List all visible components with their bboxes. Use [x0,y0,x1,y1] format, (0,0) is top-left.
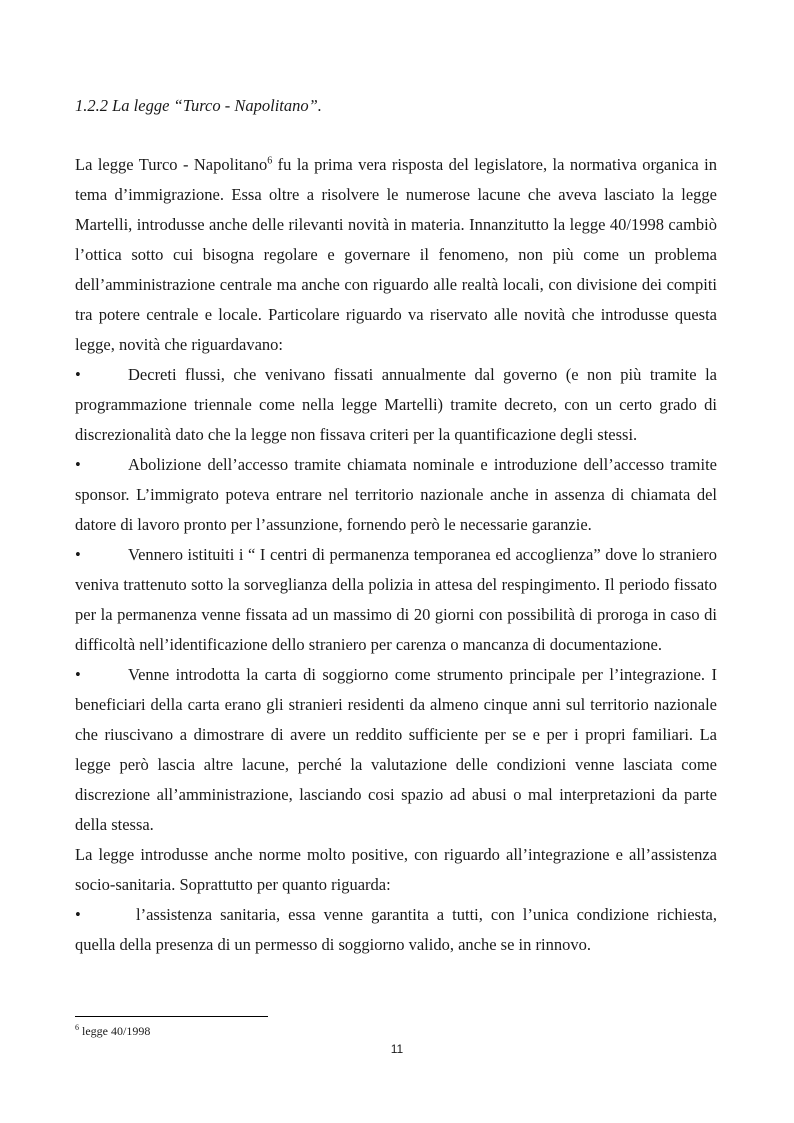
bullet-item [75,450,717,540]
bullet-icon: • [75,905,81,924]
bullet-text: Decreti flussi, che venivano fissati annualmente dal governo (e non più tramite la programmazione triennale come nella legge Martelli) tramite decreto, con un certo grado di discrezionalità dato che la legge non fissava criteri per la quantificazione degli stessi. [75,365,717,444]
bullet-item [75,900,717,960]
section-heading: 1.2.2 La legge “Turco - Napolitano”. [75,96,322,115]
bullet-item [75,540,717,660]
page-number: 11 [390,1042,404,1056]
bullet-icon: • [75,365,81,384]
footnote-reference: 6 [267,155,273,167]
bullet-icon: • [75,665,81,684]
bullet-text: l’assistenza sanitaria, essa venne garantita a tutti, con l’unica condizione richiesta, quella della presenza di un permesso di soggiorno valido, anche se in rinnovo. [75,905,717,954]
bullet-item [75,660,717,840]
bullet-text: Vennero istituiti i “ I centri di permanenza temporanea ed accoglienza” dove lo straniero veniva trattenuto sotto la sorveglianza della polizia in attesa del respingimento. Il periodo fissato per la permanenza venne fissata ad un massimo di 20 giorni con possibilità di proroga in caso di difficoltà nell’identificazione dello straniero per carenza o mancanza di documentazione. [75,545,717,654]
intro-text-rest: fu la prima vera risposta del legislatore, la normativa organica in tema d’immigrazione. Essa oltre a risolvere le numerose lacune che aveva lasciato la legge Martelli, introdusse anche delle rilevanti novità in materia. Innanzitutto la legge 40/1998 cambiò l’ottica sotto cui bisogna regolare e governare il fenomeno, non più come un problema dell’amministrazione centrale ma anche con riguardo alle realtà locali, con divisione dei compiti tra potere centrale e locale. Particolare riguardo va riservato alle novità che introdusse questa legge, novità che riguardavano: [75,155,717,354]
intro-text-start: La legge Turco - Napolitano [75,155,268,174]
footnote-divider [75,1016,268,1017]
bullet-item [75,360,717,450]
bullet-icon: • [75,455,81,474]
body-text [75,150,717,960]
second-paragraph: La legge introdusse anche norme molto positive, con riguardo all’integrazione e all’assistenza socio-sanitaria. Soprattutto per quanto riguarda: [75,845,717,894]
footnote [75,1024,150,1039]
bullet-icon: • [75,545,81,564]
bullet-text: Abolizione dell’accesso tramite chiamata nominale e introduzione dell’accesso tramite sponsor. L’immigrato poteva entrare nel territorio nazionale anche in assenza di chiamata del datore di lavoro pronto per l’assunzione, fornendo però le necessarie garanzie. [75,455,717,534]
bullet-text: Venne introdotta la carta di soggiorno come strumento principale per l’integrazione. I beneficiari della carta erano gli stranieri residenti da almeno cinque anni sul territorio nazionale che riuscivano a dimostrare di avere un reddito sufficiente per se e per i propri familiari. La legge però lascia altre lacune, perché la valutazione delle condizioni venne lasciata come discrezione all’amministrazione, lasciando cosi spazio ad abusi o mal interpretazioni da parte della stessa. [75,665,717,834]
intro-paragraph [75,150,717,360]
footnote-number: 6 [75,1023,79,1032]
footnote-text: legge 40/1998 [79,1024,151,1038]
